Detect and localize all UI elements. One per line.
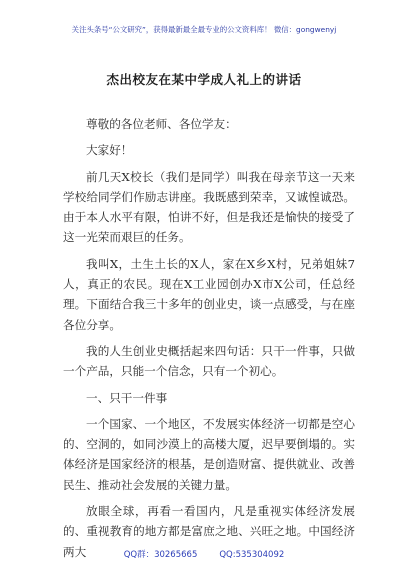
footer-contacts [0,548,408,560]
section-heading: 一、只干一件事 [86,390,168,405]
greeting: 大家好！ [86,143,133,158]
document-body [63,114,355,568]
header-note: 关注头条号“公文研究”，获得最新最全最专业的公文资料库！ 微信：gongwenyj [71,25,337,34]
paragraph: 放眼全球，再看一看国内，凡是重视实体经济发展的、重视教育的地方都是富庶之地、兴旺之地。中国经济两大 [63,504,355,559]
footer-qq-contact: QQ:535304092 [219,550,285,560]
paragraph: 前几天X校长（我们是同学）叫我在母亲节这一天来学校给同学们作励志讲座。我既感到荣幸，又诚惶诚恐。由于本人水平有限，怕讲不好，但是我还是愉快的接受了这一光荣而艰巨的任务。 [63,169,355,245]
footer-qq-group: QQ群：30265665 [123,550,198,560]
paragraph: 我叫X，土生土长的X人，家在X乡X村，兄弟姐妹7人，真正的农民。现在X工业园创办X市X公司，任总经理。下面结合我三十多年的创业史，谈一点感受，与在座各位分享。 [63,256,355,332]
salutation: 尊敬的各位老师、各位学友： [86,117,237,131]
paragraph: 我的人生创业史概括起来四句话：只干一件事，只做一个产品，只能一个信念，只有一个初心。 [63,343,355,379]
page-title: 杰出校友在某中学成人礼上的讲话 [106,72,302,87]
paragraph: 一个国家、一个地区，不发展实体经济一切都是空心的、空洞的，如同沙漠上的高楼大厦，迟早要倒塌的。实体经济是国家经济的根基，是创造财富、提供就业、改善民生、推动社会发展的关键力量。 [63,416,355,492]
